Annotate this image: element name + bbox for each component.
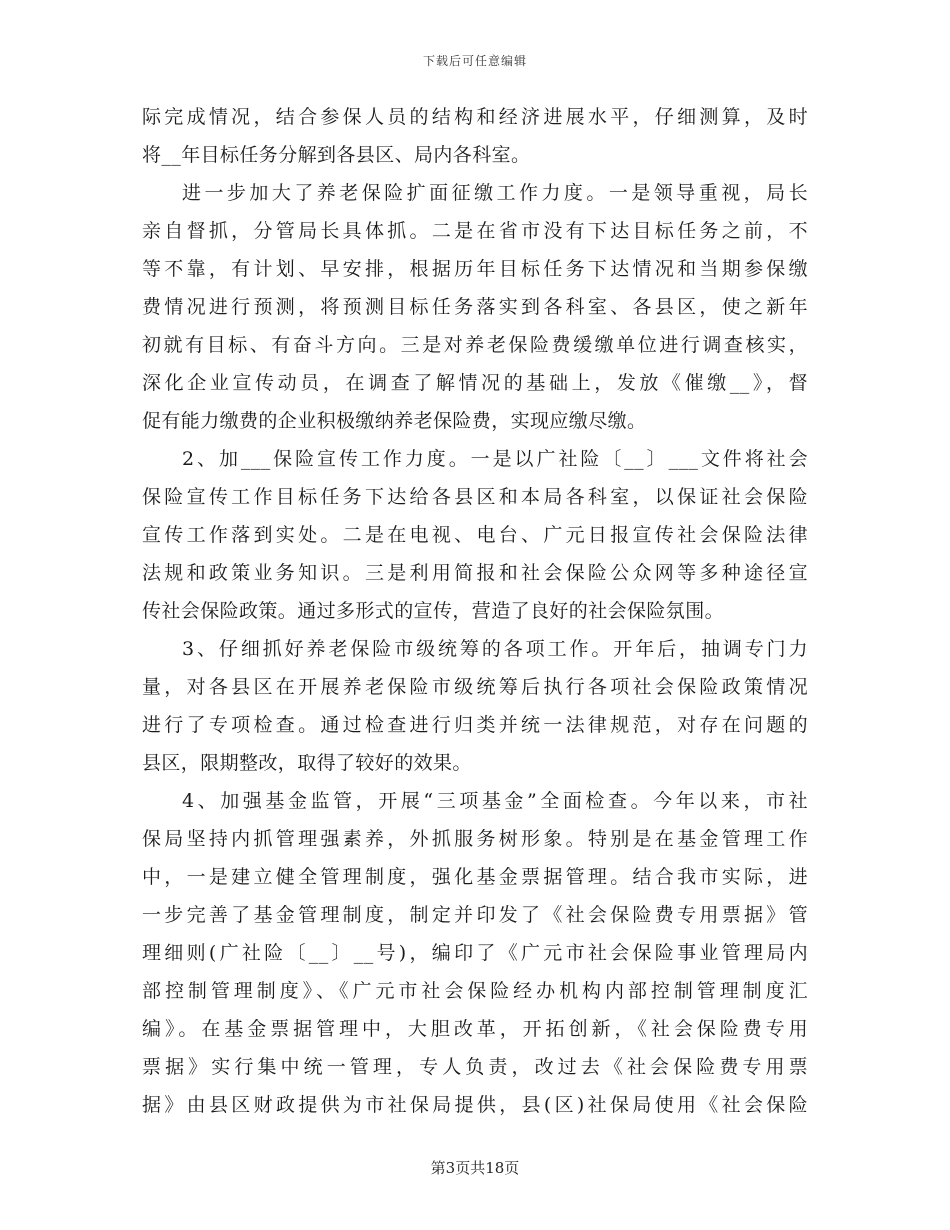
text-line: 4、加强基金监管，开展“三项基金”全面检查。今年以来，市社: [182, 790, 808, 812]
text-line: 进行了专项检查。通过检查进行归类并统一法律规范，对存在问题的: [142, 714, 808, 736]
text-line: 中，一是建立健全管理制度，强化基金票据管理。结合我市实际，进: [142, 866, 808, 888]
text-line: 理细则(广社险〔__〕__号)，编印了《广元市社会保险事业管理局内: [142, 942, 808, 964]
text-line: 编》。在基金票据管理中，大胆改革，开拓创新，《社会保险费专用: [142, 1018, 808, 1040]
paragraph-2: [142, 174, 808, 440]
text-line: 将__年目标任务分解到各县区、局内各科室。: [142, 144, 531, 166]
paragraph-4: [142, 630, 808, 782]
text-line: 保险宣传工作目标任务下达给各县区和本局各科室，以保证社会保险: [142, 486, 808, 508]
text-line: 际完成情况，结合参保人员的结构和经济进展水平，仔细测算，及时: [142, 106, 808, 128]
text-line: 促有能力缴费的企业积极缴纳养老保险费，实现应缴尽缴。: [142, 410, 647, 432]
text-line: 亲自督抓，分管局长具体抓。二是在省市没有下达目标任务之前，不: [142, 220, 808, 242]
text-line: 3、仔细抓好养老保险市级统筹的各项工作。开年后，抽调专门力: [182, 638, 808, 660]
text-line: 2、加___保险宣传工作力度。一是以广社险〔__〕___文件将社会: [182, 448, 808, 470]
document-body: [142, 98, 808, 1124]
text-line: 县区，限期整改，取得了较好的效果。: [142, 752, 472, 774]
text-line: 传社会保险政策。通过多形式的宣传，营造了良好的社会保险氛围。: [142, 600, 725, 622]
text-line: 宣传工作落到实处。二是在电视、电台、广元日报宣传社会保险法律: [142, 524, 808, 546]
text-line: 一步完善了基金管理制度，制定并印发了《社会保险费专用票据》管: [142, 904, 808, 926]
text-line: 法规和政策业务知识。三是利用简报和社会保险公众网等多种途径宣: [142, 562, 808, 584]
text-line: 票据》实行集中统一管理，专人负责，改过去《社会保险费专用票: [142, 1056, 808, 1078]
page-header: 下载后可任意编辑: [422, 54, 527, 68]
paragraph-1: [142, 98, 808, 174]
text-line: 等不靠，有计划、早安排，根据历年目标任务下达情况和当期参保缴: [142, 258, 808, 280]
text-line: 部控制管理制度》、《广元市社会保险经办机构内部控制管理制度汇: [142, 980, 808, 1002]
page-number: 第3页共18页: [430, 1159, 520, 1177]
text-line: 保局坚持内抓管理强素养，外抓服务树形象。特别是在基金管理工作: [142, 828, 808, 850]
paragraph-5: [142, 782, 808, 1124]
text-line: 费情况进行预测，将预测目标任务落实到各科室、各县区，使之新年: [142, 296, 808, 318]
text-line: 量，对各县区在开展养老保险市级统筹后执行各项社会保险政策情况: [142, 676, 808, 698]
text-line: 据》由县区财政提供为市社保局提供，县(区)社保局使用《社会保险: [142, 1094, 808, 1116]
text-line: 初就有目标、有奋斗方向。三是对养老保险费缓缴单位进行调查核实，: [142, 334, 808, 356]
text-line: 深化企业宣传动员，在调查了解情况的基础上，发放《催缴__》，督: [142, 372, 808, 394]
text-line: 进一步加大了养老保险扩面征缴工作力度。一是领导重视，局长: [182, 182, 808, 204]
paragraph-3: [142, 440, 808, 630]
